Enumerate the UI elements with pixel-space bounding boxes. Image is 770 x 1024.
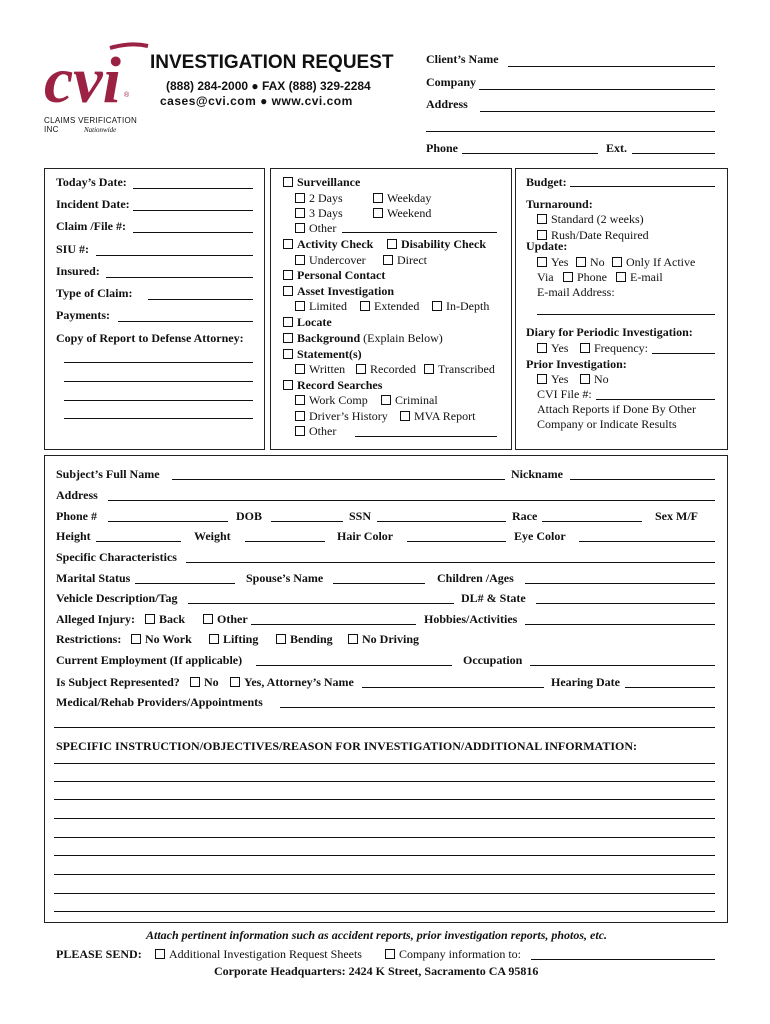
logo-registered: ® xyxy=(124,92,130,99)
via-email-label: E-mail xyxy=(630,270,663,284)
budget-label: Budget: xyxy=(526,175,567,189)
subject-phone-label: Phone # xyxy=(56,509,98,523)
standard-option[interactable] xyxy=(537,212,644,227)
record-searches-checkbox[interactable] xyxy=(283,380,293,390)
no-work-option[interactable] xyxy=(131,632,192,647)
subject-phone-field[interactable] xyxy=(108,521,228,522)
transcribed-checkbox[interactable] xyxy=(424,364,434,374)
weekday-option[interactable] xyxy=(373,191,431,206)
company-field[interactable] xyxy=(479,89,715,90)
corporate-headquarters: Corporate Headquarters: 2424 K Street, Sacramento CA 95816 xyxy=(214,964,539,978)
instructions-line-9[interactable] xyxy=(54,911,715,912)
email-address-label: E-mail Address: xyxy=(537,285,615,299)
update-no-checkbox[interactable] xyxy=(576,257,586,267)
prior-no-label: No xyxy=(594,372,609,386)
insured-field[interactable] xyxy=(106,277,253,278)
sex-label: Sex M/F xyxy=(655,509,698,523)
prior-yes-label: Yes xyxy=(551,372,569,386)
frequency-checkbox[interactable] xyxy=(580,343,590,353)
hobbies-label: Hobbies/Activities xyxy=(424,612,518,626)
only-if-active-checkbox[interactable] xyxy=(612,257,622,267)
copy-report-line-4[interactable] xyxy=(64,418,253,419)
ext-field[interactable] xyxy=(632,153,715,154)
phone-label: Phone xyxy=(426,141,459,155)
nickname-label: Nickname xyxy=(511,467,563,481)
injury-other-checkbox[interactable] xyxy=(203,614,213,624)
standard-label: Standard (2 weeks) xyxy=(551,212,644,226)
height-label: Height xyxy=(56,529,91,543)
occupation-label: Occupation xyxy=(463,653,523,667)
logo-subtitle: CLAIMS VERIFICATION INC xyxy=(44,116,138,134)
surveillance-other-checkbox[interactable] xyxy=(295,223,305,233)
hearing-date-label: Hearing Date xyxy=(551,675,620,689)
phone-field[interactable] xyxy=(462,153,598,154)
eye-color-label: Eye Color xyxy=(514,529,566,543)
no-work-label: No Work xyxy=(145,632,192,646)
weight-label: Weight xyxy=(194,529,231,543)
attach-note-2: Company or Indicate Results xyxy=(537,417,677,431)
prior-no-checkbox[interactable] xyxy=(580,374,590,384)
marital-status-field[interactable] xyxy=(135,583,235,584)
prior-yes-option[interactable] xyxy=(537,372,568,387)
transcribed-label: Transcribed xyxy=(438,362,495,376)
company-info-label: Company information to: xyxy=(399,947,521,961)
ssn-field[interactable] xyxy=(377,521,506,522)
direct-checkbox[interactable] xyxy=(383,255,393,265)
represented-yes-checkbox[interactable] xyxy=(230,677,240,687)
background-label: Background xyxy=(297,331,361,345)
update-yes-label: Yes xyxy=(551,255,569,269)
explain-below-note: (Explain Below) xyxy=(363,331,443,345)
nickname-field[interactable] xyxy=(570,479,715,480)
specific-characteristics-label: Specific Characteristics xyxy=(56,550,177,564)
subject-name-label: Subject’s Full Name xyxy=(56,467,160,481)
injury-other-field[interactable] xyxy=(251,624,416,625)
drivers-history-checkbox[interactable] xyxy=(295,411,305,421)
injury-back-label: Back xyxy=(159,612,186,626)
mva-report-checkbox[interactable] xyxy=(400,411,410,421)
undercover-checkbox[interactable] xyxy=(295,255,305,265)
surveillance-other-field[interactable] xyxy=(342,232,497,233)
email-web-line: cases@cvi.com ● www.cvi.com xyxy=(160,94,353,108)
statements-checkbox[interactable] xyxy=(283,349,293,359)
instructions-line-4[interactable] xyxy=(54,818,715,819)
update-no-option[interactable] xyxy=(576,255,605,270)
via-email-checkbox[interactable] xyxy=(616,272,626,282)
records-other-field[interactable] xyxy=(355,436,497,437)
criminal-label: Criminal xyxy=(395,393,438,407)
incident-date-label: Incident Date: xyxy=(56,197,130,211)
lifting-label: Lifting xyxy=(223,632,259,646)
weight-field[interactable] xyxy=(245,541,325,542)
activity-check-label: Activity Check xyxy=(297,237,374,251)
work-comp-checkbox[interactable] xyxy=(295,395,305,405)
disability-check-label: Disability Check xyxy=(401,237,487,251)
in-depth-option[interactable] xyxy=(432,299,489,314)
prior-yes-checkbox[interactable] xyxy=(537,374,547,384)
records-other-checkbox[interactable] xyxy=(295,426,305,436)
update-yes-checkbox[interactable] xyxy=(537,257,547,267)
copy-report-label: Copy of Report to Defense Attorney: xyxy=(56,331,244,345)
extended-option[interactable] xyxy=(360,299,419,314)
direct-label: Direct xyxy=(397,253,427,267)
type-of-claim-field[interactable] xyxy=(148,299,253,300)
lifting-checkbox[interactable] xyxy=(209,634,219,644)
additional-sheets-option[interactable] xyxy=(155,947,362,962)
claim-file-field[interactable] xyxy=(133,232,253,233)
type-of-claim-label: Type of Claim: xyxy=(56,286,133,300)
bending-checkbox[interactable] xyxy=(276,634,286,644)
represented-no-option[interactable] xyxy=(190,675,219,690)
dl-state-field[interactable] xyxy=(536,603,715,604)
mva-report-label: MVA Report xyxy=(414,409,476,423)
specific-characteristics-field[interactable] xyxy=(186,562,715,563)
direct-option[interactable] xyxy=(383,253,427,268)
cvi-file-label: CVI File #: xyxy=(537,387,592,401)
employment-label: Current Employment (If applicable) xyxy=(56,653,243,667)
surveillance-other-option[interactable] xyxy=(295,221,336,236)
frequency-label: Frequency: xyxy=(594,341,648,355)
weekend-label: Weekend xyxy=(387,206,432,220)
transcribed-option[interactable] xyxy=(424,362,495,377)
two-days-label: 2 Days xyxy=(309,191,343,205)
via-label: Via xyxy=(537,270,554,284)
payments-label: Payments: xyxy=(56,308,110,322)
record-searches-option[interactable] xyxy=(283,378,382,393)
in-depth-checkbox[interactable] xyxy=(432,301,442,311)
logo xyxy=(40,40,150,140)
company-info-field[interactable] xyxy=(531,959,715,960)
marital-status-label: Marital Status xyxy=(56,571,131,585)
ssn-label: SSN xyxy=(349,509,372,523)
copy-report-line-1[interactable] xyxy=(64,362,253,363)
children-ages-label: Children /Ages xyxy=(437,571,514,585)
race-label: Race xyxy=(512,509,538,523)
asset-investigation-checkbox[interactable] xyxy=(283,286,293,296)
two-days-option[interactable] xyxy=(295,191,343,206)
criminal-option[interactable] xyxy=(381,393,438,408)
spouse-name-field[interactable] xyxy=(333,583,425,584)
instructions-line-2[interactable] xyxy=(54,781,715,782)
company-info-option[interactable] xyxy=(385,947,521,962)
height-field[interactable] xyxy=(96,541,181,542)
statements-label: Statement(s) xyxy=(297,347,362,361)
diary-label: Diary for Periodic Investigation: xyxy=(526,325,693,339)
records-other-label: Other xyxy=(309,424,337,438)
statements-option[interactable] xyxy=(283,347,362,362)
address-field[interactable] xyxy=(480,111,715,112)
weekend-checkbox[interactable] xyxy=(373,208,383,218)
extended-checkbox[interactable] xyxy=(360,301,370,311)
instructions-line-7[interactable] xyxy=(54,874,715,875)
written-checkbox[interactable] xyxy=(295,364,305,374)
via-email-option[interactable] xyxy=(616,270,663,285)
instructions-line-3[interactable] xyxy=(54,799,715,800)
recorded-label: Recorded xyxy=(370,362,416,376)
disability-check-option[interactable] xyxy=(387,237,486,252)
no-driving-checkbox[interactable] xyxy=(348,634,358,644)
copy-report-line-2[interactable] xyxy=(64,381,253,382)
activity-check-option[interactable] xyxy=(283,237,373,252)
occupation-field[interactable] xyxy=(530,665,715,666)
drivers-history-option[interactable] xyxy=(295,409,388,424)
written-label: Written xyxy=(309,362,346,376)
three-days-label: 3 Days xyxy=(309,206,343,220)
work-comp-label: Work Comp xyxy=(309,393,368,407)
extended-label: Extended xyxy=(374,299,420,313)
instructions-line-5[interactable] xyxy=(54,837,715,838)
recorded-checkbox[interactable] xyxy=(356,364,366,374)
address-field-2[interactable] xyxy=(426,131,715,132)
turnaround-label: Turnaround: xyxy=(526,197,593,211)
incident-date-field[interactable] xyxy=(133,210,253,211)
rush-label: Rush/Date Required xyxy=(551,228,649,242)
limited-label: Limited xyxy=(309,299,347,313)
disability-check-checkbox[interactable] xyxy=(387,239,397,249)
injury-back-checkbox[interactable] xyxy=(145,614,155,624)
medical-providers-field-2[interactable] xyxy=(54,727,715,728)
drivers-history-label: Driver’s History xyxy=(309,409,388,423)
represented-yes-option[interactable] xyxy=(230,675,354,690)
copy-report-line-3[interactable] xyxy=(64,400,253,401)
address-label: Address xyxy=(426,97,468,111)
subject-address-field[interactable] xyxy=(108,500,715,501)
criminal-checkbox[interactable] xyxy=(381,395,391,405)
logo-tagline: Nationwide xyxy=(84,126,117,134)
medical-providers-field[interactable] xyxy=(280,707,715,708)
hair-color-field[interactable] xyxy=(407,541,506,542)
asset-investigation-option[interactable] xyxy=(283,284,394,299)
update-yes-option[interactable] xyxy=(537,255,568,270)
surveillance-label: Surveillance xyxy=(297,175,361,189)
subject-name-field[interactable] xyxy=(172,479,505,480)
diary-yes-option[interactable] xyxy=(537,341,568,356)
race-field[interactable] xyxy=(542,521,642,522)
diary-yes-checkbox[interactable] xyxy=(537,343,547,353)
limited-option[interactable] xyxy=(295,299,347,314)
undercover-option[interactable] xyxy=(295,253,366,268)
svg-text:cvi: cvi xyxy=(44,44,121,110)
insured-label: Insured: xyxy=(56,264,100,278)
via-phone-option[interactable] xyxy=(563,270,607,285)
hearing-date-field[interactable] xyxy=(625,687,715,688)
attach-note-1: Attach Reports if Done By Other xyxy=(537,402,696,416)
attorney-name-field[interactable] xyxy=(362,687,544,688)
medical-providers-label: Medical/Rehab Providers/Appointments xyxy=(56,695,263,709)
spouse-name-label: Spouse’s Name xyxy=(246,571,324,585)
record-searches-label: Record Searches xyxy=(297,378,383,392)
instructions-line-6[interactable] xyxy=(54,855,715,856)
no-driving-option[interactable] xyxy=(348,632,419,647)
vehicle-label: Vehicle Description/Tag xyxy=(56,591,178,605)
asset-investigation-label: Asset Investigation xyxy=(297,284,395,298)
activity-check-checkbox[interactable] xyxy=(283,239,293,249)
surveillance-checkbox[interactable] xyxy=(283,177,293,187)
instructions-line-1[interactable] xyxy=(54,763,715,764)
standard-checkbox[interactable] xyxy=(537,214,547,224)
background-checkbox[interactable] xyxy=(283,333,293,343)
records-other-option[interactable] xyxy=(295,424,336,439)
siu-field[interactable] xyxy=(96,255,253,256)
company-info-checkbox[interactable] xyxy=(385,949,395,959)
injury-back-option[interactable] xyxy=(145,612,185,627)
written-option[interactable] xyxy=(295,362,345,377)
lifting-option[interactable] xyxy=(209,632,258,647)
in-depth-label: In-Depth xyxy=(446,299,490,313)
three-days-checkbox[interactable] xyxy=(295,208,305,218)
background-option[interactable] xyxy=(283,331,443,346)
ext-label: Ext. xyxy=(606,141,627,155)
hobbies-field[interactable] xyxy=(525,624,715,625)
siu-label: SIU #: xyxy=(56,242,90,256)
children-ages-field[interactable] xyxy=(525,583,715,584)
phone-fax-line: (888) 284-2000 ● FAX (888) 329-2284 xyxy=(166,79,371,93)
represented-yes-label: Yes, Attorney’s Name xyxy=(244,675,354,689)
recorded-option[interactable] xyxy=(356,362,416,377)
additional-sheets-label: Additional Investigation Request Sheets xyxy=(169,947,362,961)
no-driving-label: No Driving xyxy=(362,632,419,646)
personal-contact-checkbox[interactable] xyxy=(283,270,293,280)
payments-field[interactable] xyxy=(118,321,253,322)
attach-note: Attach pertinent information such as accident reports, prior investigation reports, photos, etc. xyxy=(146,928,608,942)
work-comp-option[interactable] xyxy=(295,393,368,408)
locate-label: Locate xyxy=(297,315,332,329)
vehicle-field[interactable] xyxy=(188,603,454,604)
frequency-field[interactable] xyxy=(652,353,715,354)
locate-option[interactable] xyxy=(283,315,332,330)
undercover-label: Undercover xyxy=(309,253,366,267)
todays-date-label: Today’s Date: xyxy=(56,175,127,189)
represented-label: Is Subject Represented? xyxy=(56,675,180,689)
locate-checkbox[interactable] xyxy=(283,317,293,327)
weekday-checkbox[interactable] xyxy=(373,193,383,203)
injury-other-label: Other xyxy=(217,612,248,626)
bending-label: Bending xyxy=(290,632,333,646)
hair-color-label: Hair Color xyxy=(337,529,394,543)
bending-option[interactable] xyxy=(276,632,333,647)
prior-no-option[interactable] xyxy=(580,372,609,387)
company-label: Company xyxy=(426,75,477,89)
email-address-field[interactable] xyxy=(537,314,715,315)
surveillance-other-label: Other xyxy=(309,221,337,235)
client-name-label: Client’s Name xyxy=(426,52,499,66)
limited-checkbox[interactable] xyxy=(295,301,305,311)
two-days-checkbox[interactable] xyxy=(295,193,305,203)
prior-investigation-label: Prior Investigation: xyxy=(526,357,627,371)
surveillance-option[interactable] xyxy=(283,175,360,190)
no-work-checkbox[interactable] xyxy=(131,634,141,644)
personal-contact-label: Personal Contact xyxy=(297,268,386,282)
please-send-label: PLEASE SEND: xyxy=(56,947,142,961)
update-label: Update: xyxy=(526,239,568,253)
additional-sheets-checkbox[interactable] xyxy=(155,949,165,959)
represented-no-label: No xyxy=(204,675,219,689)
mva-report-option[interactable] xyxy=(400,409,475,424)
client-name-field[interactable] xyxy=(508,66,715,67)
dob-label: DOB xyxy=(236,509,263,523)
page-title: INVESTIGATION REQUEST xyxy=(150,52,394,73)
instructions-line-8[interactable] xyxy=(54,893,715,894)
weekend-option[interactable] xyxy=(373,206,431,221)
subject-address-label: Address xyxy=(56,488,98,502)
only-if-active-option[interactable] xyxy=(612,255,695,270)
personal-contact-option[interactable] xyxy=(283,268,385,283)
cvi-file-field[interactable] xyxy=(596,399,715,400)
employment-field[interactable] xyxy=(256,665,452,666)
alleged-injury-label: Alleged Injury: xyxy=(56,612,135,626)
budget-field[interactable] xyxy=(570,186,715,187)
todays-date-field[interactable] xyxy=(133,188,253,189)
weekday-label: Weekday xyxy=(387,191,432,205)
represented-no-checkbox[interactable] xyxy=(190,677,200,687)
specific-instructions-label: SPECIFIC INSTRUCTION/OBJECTIVES/REASON FOR INVESTIGATION/ADDITIONAL INFORMATION: xyxy=(56,739,637,753)
only-if-active-label: Only If Active xyxy=(626,255,696,269)
via-phone-checkbox[interactable] xyxy=(563,272,573,282)
eye-color-field[interactable] xyxy=(579,541,715,542)
restrictions-label: Restrictions: xyxy=(56,632,122,646)
dob-field[interactable] xyxy=(271,521,343,522)
via-phone-label: Phone xyxy=(577,270,607,284)
claim-file-label: Claim /File #: xyxy=(56,219,126,233)
diary-yes-label: Yes xyxy=(551,341,569,355)
dl-state-label: DL# & State xyxy=(461,591,526,605)
frequency-option[interactable] xyxy=(580,341,648,356)
update-no-label: No xyxy=(590,255,605,269)
injury-other-option[interactable] xyxy=(203,612,248,627)
three-days-option[interactable] xyxy=(295,206,343,221)
